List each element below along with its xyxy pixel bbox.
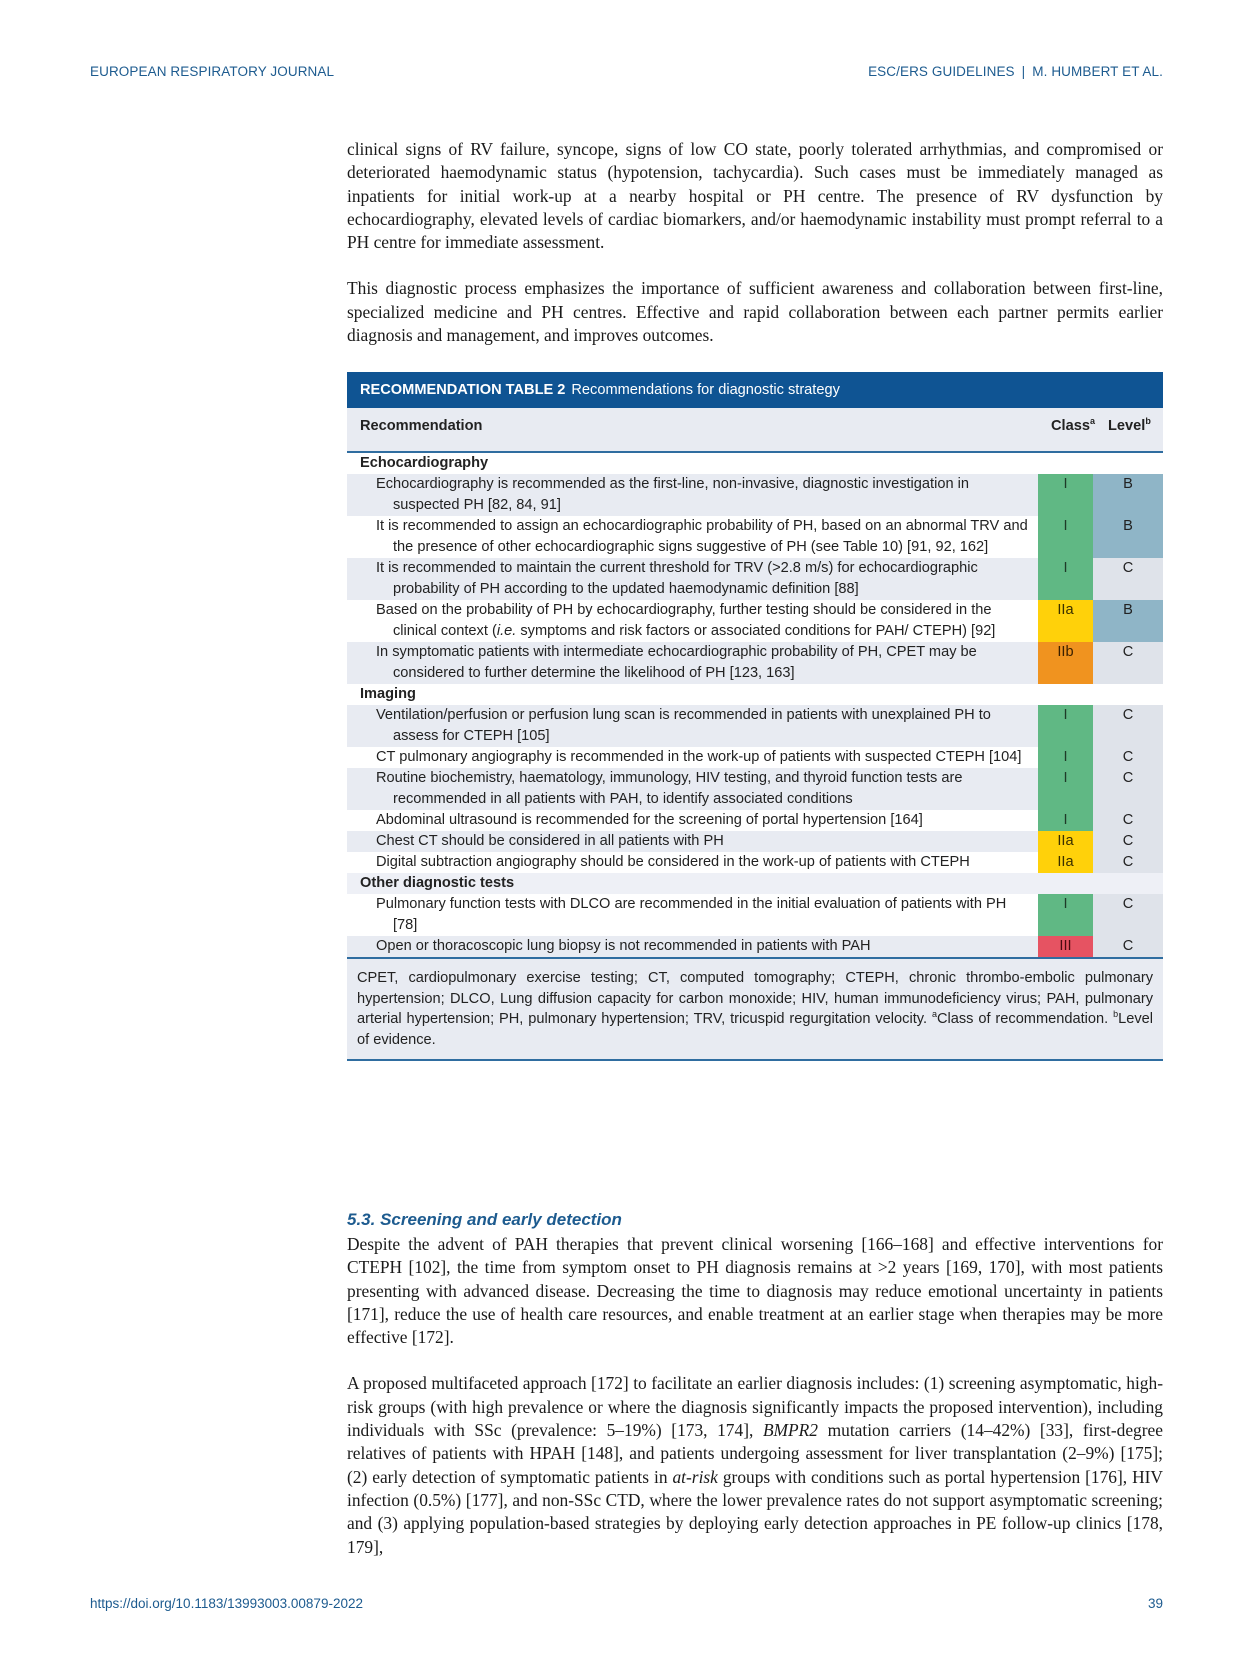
recommendation-text-content: CT pulmonary angiography is recommended in the work-up of patients with suspected CTEPH [104]	[376, 749, 1022, 765]
table-row	[347, 894, 1163, 936]
level-cell: C	[1093, 852, 1163, 873]
recommendation-text	[347, 894, 1038, 936]
section-paragraph-1: Despite the advent of PAH therapies that prevent clinical worsening [166–168] and effective interventions for CTEPH [102], the time from symptom onset to PH diagnosis remains at >2 years [169, 170], with most patients presenting with advanced disease. Decreasing the time to diagnosis may reduce emotional uncertainty in patients [171], reduce the use of health care resources, and enable treatment at an earlier stage when therapies may be more effective [172].	[347, 1234, 1163, 1348]
running-header-section: ESC/ERS GUIDELINES	[868, 64, 1015, 79]
footnote-a-marker: a	[931, 1009, 937, 1019]
section-paragraph-2	[347, 1372, 1163, 1558]
recommendation-text-content: Digital subtraction angiography should be considered in the work-up of patients with CTEPH	[376, 854, 970, 870]
section-body	[347, 1233, 1163, 1559]
recommendation-text	[347, 600, 1038, 642]
table-row	[347, 747, 1163, 768]
table-title: Recommendations for diagnostic strategy	[571, 382, 840, 398]
footnote-a: Class of recommendation.	[936, 1011, 1109, 1027]
level-cell: C	[1093, 747, 1163, 768]
class-badge: III	[1038, 936, 1093, 957]
level-cell: C	[1093, 642, 1163, 684]
table-row	[347, 516, 1163, 558]
level-cell: C	[1093, 831, 1163, 852]
para2-text-2: mutation carriers (14–42%) [33], first-degree relatives of patients with HPAH [148], and patients undergoing assessment for liver transplantation (2–9%) [175]; (2) early detection of symptomatic patients in	[347, 1420, 1163, 1487]
recommendation-text-content: Open or thoracoscopic lung biopsy is not recommended in patients with PAH	[376, 938, 871, 954]
section-heading: 5.3. Screening and early detection	[347, 1210, 622, 1229]
table-row	[347, 705, 1163, 747]
recommendation-text-content: It is recommended to assign an echocardiographic probability of PH, based on an abnormal TRV and the presence of other echocardiographic signs suggestive of PH (see Table 10) [91, 92, 162]	[376, 518, 1028, 555]
recommendation-text	[347, 936, 1038, 957]
recommendation-text	[347, 831, 1038, 852]
recommendation-text	[347, 852, 1038, 873]
running-header-separator: |	[1021, 64, 1026, 79]
table-section-heading: Echocardiography	[360, 455, 489, 471]
recommendation-text	[347, 642, 1038, 684]
level-cell: C	[1093, 768, 1163, 810]
level-cell: C	[1093, 705, 1163, 747]
column-header-class	[1051, 418, 1095, 434]
table-row	[347, 642, 1163, 684]
table-row	[347, 936, 1163, 957]
recommendation-text-content: Chest CT should be considered in all patients with PH	[376, 833, 724, 849]
level-footnote-marker: b	[1145, 416, 1151, 426]
doi-link[interactable]: https://doi.org/10.1183/13993003.00879-2022	[90, 1596, 363, 1611]
intro-text	[347, 138, 1163, 347]
level-cell: C	[1093, 810, 1163, 831]
footnote-abbreviations: CPET, cardiopulmonary exercise testing; CT, computed tomography; CTEPH, chronic thrombo-embolic pulmonary hypertension; DLCO, Lung diffusion capacity for carbon monoxide; HIV, human immunodeficiency virus; PAH, pulmonary arterial hypertension; PH, pulmonary hypertension; TRV, tricuspid regurgitation velocity.	[357, 970, 1153, 1027]
table-row	[347, 831, 1163, 852]
recommendation-text	[347, 516, 1038, 558]
table-row	[347, 474, 1163, 516]
column-header-recommendation: Recommendation	[360, 418, 483, 434]
table-body	[347, 453, 1163, 957]
table-row	[347, 558, 1163, 600]
recommendation-text-part: symptoms and risk factors or associated conditions for PAH/ CTEPH) [92]	[516, 623, 996, 639]
class-badge: I	[1038, 747, 1093, 768]
class-badge: I	[1038, 810, 1093, 831]
column-header-class-label: Class	[1051, 418, 1090, 434]
para2-gene-name: BMPR2	[762, 1420, 818, 1441]
level-cell: B	[1093, 516, 1163, 558]
para2-at-risk: at-risk	[672, 1466, 718, 1487]
table-title-bar	[347, 372, 1163, 408]
table-section-heading: Other diagnostic tests	[347, 873, 1163, 894]
recommendation-text-part: Based on the probability of PH by echocardiography, further testing should be considered in the clinical context (	[376, 602, 992, 639]
table-section-heading: Imaging	[360, 686, 416, 702]
class-badge: I	[1038, 768, 1093, 810]
para2-text-3: groups with conditions such as portal hypertension [176], HIV infection (0.5%) [177], and non-SSc CTD, where the lower prevalence rates do not support asymptomatic screening; and (3) applying population-based strategies by deploying early detection approaches in PE follow-up clinics [178, 179],	[347, 1466, 1163, 1557]
level-cell: B	[1093, 474, 1163, 516]
column-header-level	[1108, 418, 1151, 434]
recommendation-text	[347, 747, 1038, 768]
table-label: RECOMMENDATION TABLE 2	[360, 382, 566, 398]
table-row	[347, 768, 1163, 810]
running-header-journal: EUROPEAN RESPIRATORY JOURNAL	[90, 64, 335, 79]
recommendation-text-content: Routine biochemistry, haematology, immunology, HIV testing, and thyroid function tests are recommended in all patients with PAH, to identify associated conditions	[376, 770, 963, 807]
running-header-right	[868, 64, 1163, 79]
recommendation-table	[347, 372, 1163, 1061]
table-column-header	[347, 408, 1163, 453]
recommendation-text-italic: i.e.	[496, 623, 517, 639]
level-cell: C	[1093, 558, 1163, 600]
table-row	[347, 600, 1163, 642]
recommendation-text	[347, 768, 1038, 810]
recommendation-text-content: Ventilation/perfusion or perfusion lung scan is recommended in patients with unexplained PH to assess for CTEPH [105]	[376, 707, 991, 744]
recommendation-text-content: In symptomatic patients with intermediate echocardiographic probability of PH, CPET may be considered to further determine the likelihood of PH [123, 163]	[376, 644, 977, 681]
level-cell: C	[1093, 894, 1163, 936]
class-badge: I	[1038, 558, 1093, 600]
class-footnote-marker: a	[1089, 416, 1095, 426]
recommendation-text	[347, 558, 1038, 600]
recommendation-text-content: Abdominal ultrasound is recommended for the screening of portal hypertension [164]	[376, 812, 923, 828]
recommendation-text-content: Pulmonary function tests with DLCO are recommended in the initial evaluation of patients with PH [78]	[376, 896, 1007, 933]
class-badge: I	[1038, 705, 1093, 747]
class-badge: IIa	[1038, 831, 1093, 852]
table-footnote	[347, 959, 1163, 1061]
class-badge: IIb	[1038, 642, 1093, 684]
recommendation-text	[347, 810, 1038, 831]
footnote-b-marker: b	[1113, 1009, 1119, 1019]
table-row	[347, 852, 1163, 873]
class-badge: I	[1038, 894, 1093, 936]
intro-paragraph-1: clinical signs of RV failure, syncope, signs of low CO state, poorly tolerated arrhythmias, and compromised or deteriorated haemodynamic status (hypotension, tachycardia). Such cases must be immediately managed as inpatients for initial work-up at a nearby hospital or PH centre. The presence of RV dysfunction by echocardiography, elevated levels of cardiac biomarkers, and/or haemodynamic instability must prompt referral to a PH centre for immediate assessment.	[347, 139, 1163, 253]
column-header-level-label: Level	[1108, 418, 1146, 434]
level-cell: C	[1093, 936, 1163, 957]
page-number: 39	[1147, 1596, 1163, 1611]
recommendation-text	[347, 474, 1038, 516]
recommendation-text-content: It is recommended to maintain the current threshold for TRV (>2.8 m/s) for echocardiographic probability of PH according to the updated haemodynamic definition [88]	[376, 560, 978, 597]
recommendation-text	[347, 705, 1038, 747]
running-header-authors: M. HUMBERT ET AL.	[1032, 64, 1163, 79]
class-badge: I	[1038, 474, 1093, 516]
class-badge: I	[1038, 516, 1093, 558]
level-cell: B	[1093, 600, 1163, 642]
class-badge: IIa	[1038, 852, 1093, 873]
para2-text-1: A proposed multifaceted approach [172] to facilitate an earlier diagnosis includes: (1) screening asymptomatic, high-risk groups (with high prevalence or where the diagnosis significantly impacts the proposed intervention), including individuals with SSc (prevalence: 5–19%) [173, 174],	[347, 1373, 1163, 1441]
class-badge: IIa	[1038, 600, 1093, 642]
footnote-b: Level of evidence.	[357, 1011, 1153, 1048]
table-row	[347, 810, 1163, 831]
recommendation-text-content: Echocardiography is recommended as the first-line, non-invasive, diagnostic investigation in suspected PH [82, 84, 91]	[376, 476, 969, 513]
intro-paragraph-2: This diagnostic process emphasizes the importance of sufficient awareness and collaboration between first-line, specialized medicine and PH centres. Effective and rapid collaboration between each partner permits earlier diagnosis and management, and improves outcomes.	[347, 278, 1163, 346]
